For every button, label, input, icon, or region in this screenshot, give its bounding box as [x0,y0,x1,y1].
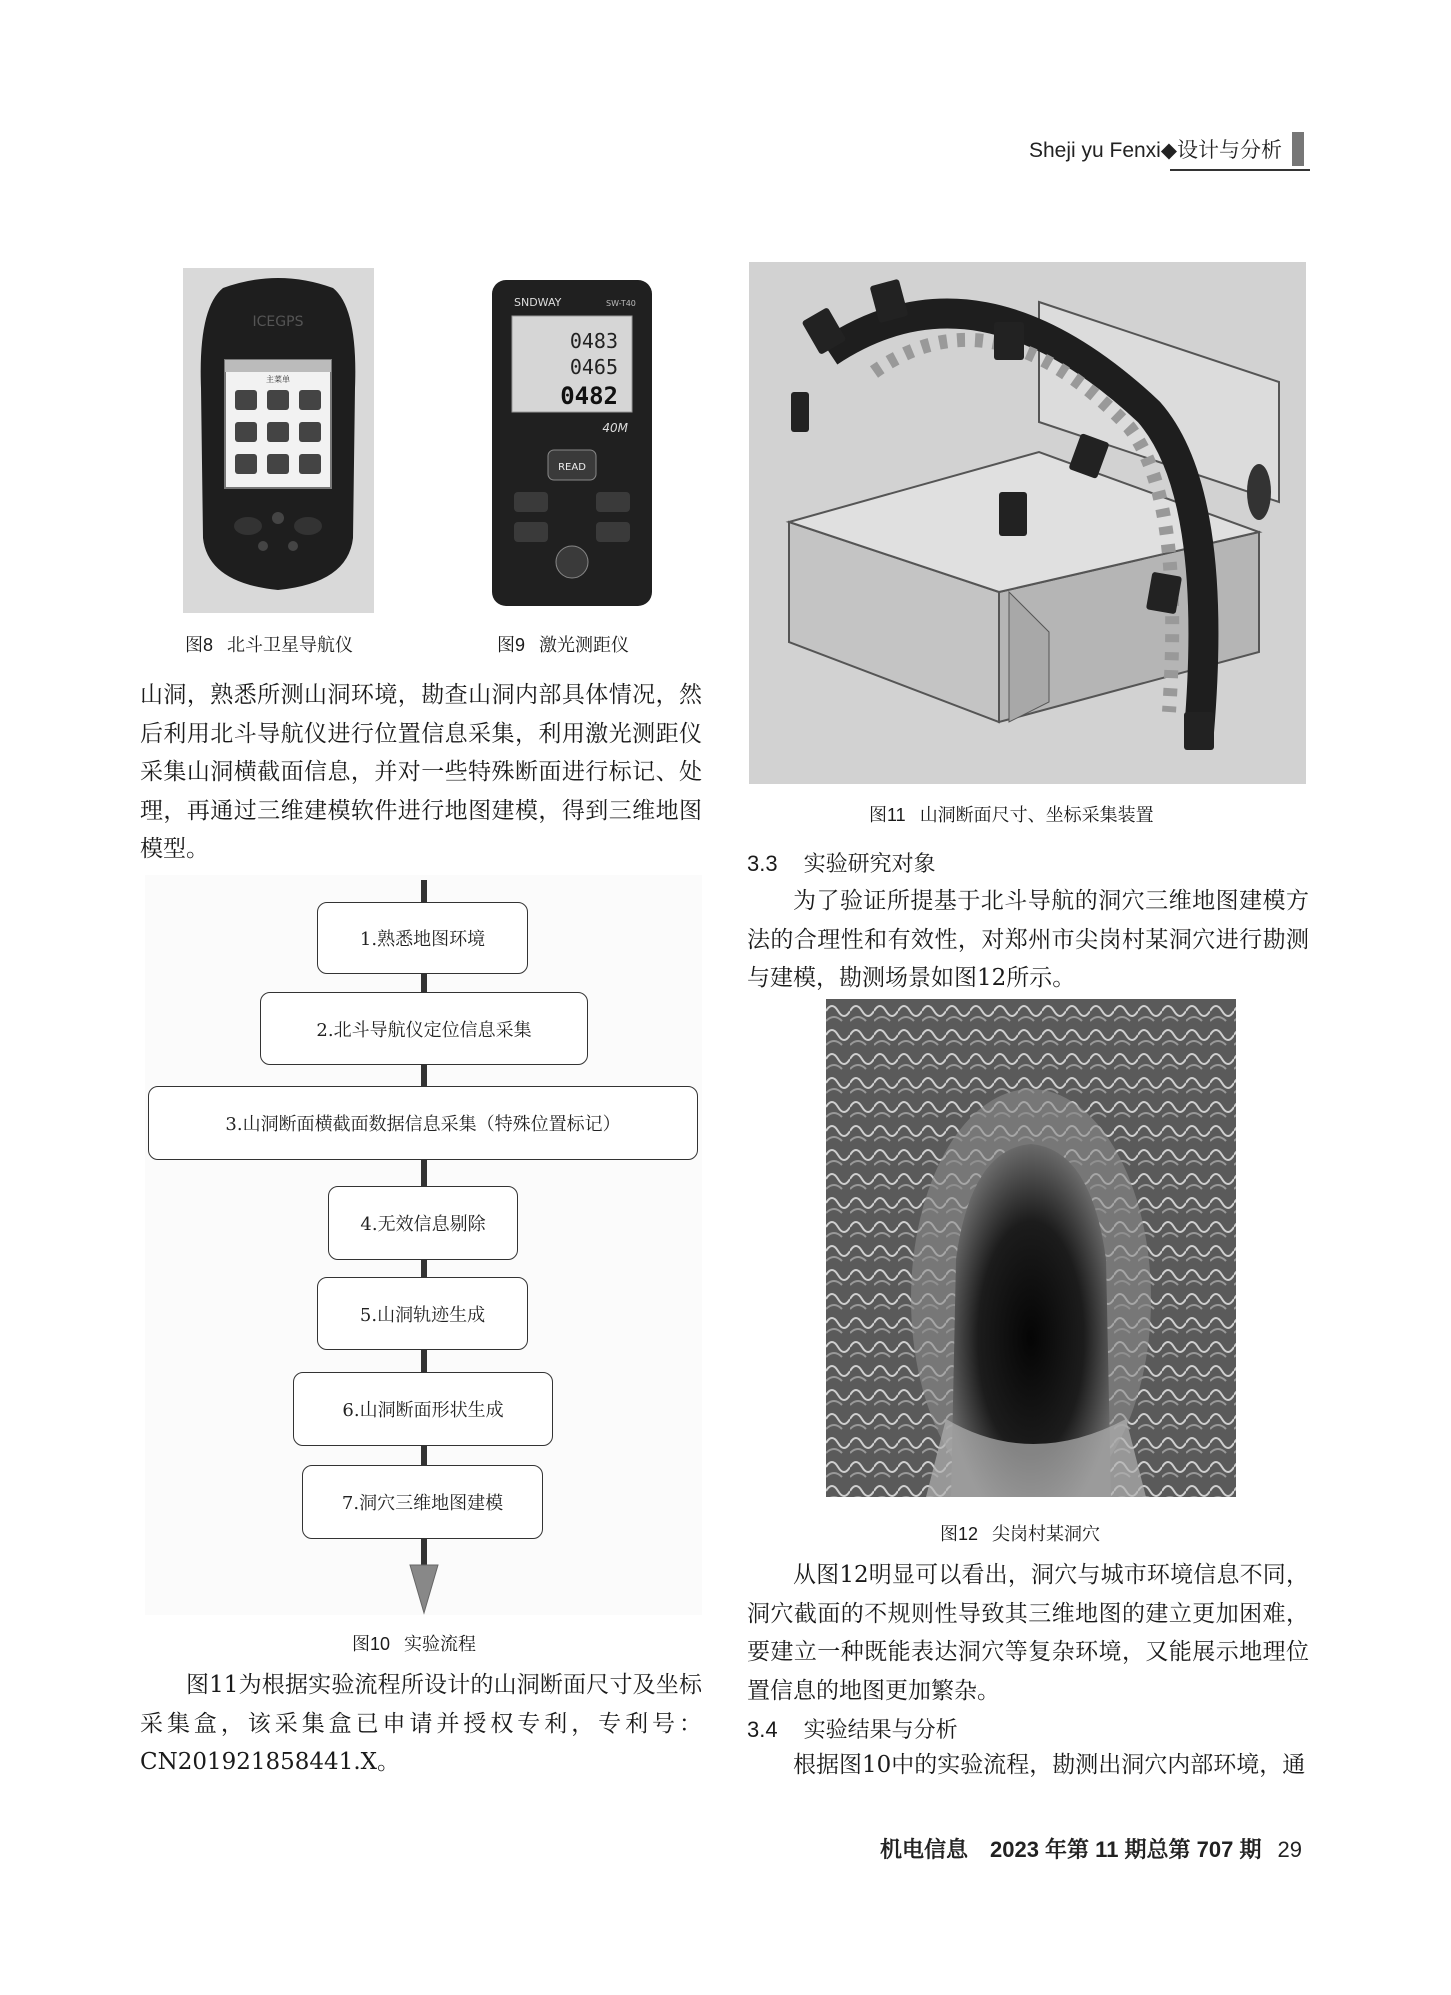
page-number: 29 [1277,1837,1302,1862]
fig12-image [826,999,1236,1497]
section-3-3-title: 实验研究对象 [803,851,936,876]
header-bar [1292,132,1304,166]
flow-step-1: 1.熟悉地图环境 [317,902,528,974]
section-3-3-heading [747,847,936,878]
fig9-image [478,270,666,613]
section-3-4-number: 3.4 [747,1717,778,1742]
fig8-caption [185,631,353,657]
right-para-3: 为了验证所提基于北斗导航的洞穴三维地图建模方法的合理性和有效性，对郑州市尖岗村某洞穴进行勘测与建模，勘测场景如图12所示。 [747,888,1309,991]
fig9-number: 图9 [497,635,526,655]
flow-step-5: 5.山洞轨迹生成 [317,1277,528,1350]
gps-menu-label: 主菜单 [266,375,290,384]
fig9-title: 激光测距仪 [539,635,630,655]
cave-photo-drawing [826,999,1236,1497]
fig8-number: 图8 [185,635,214,655]
flow-step-2: 2.北斗导航仪定位信息采集 [260,992,588,1065]
fig10-title: 实验流程 [404,1634,477,1654]
fig12-caption [940,1520,1100,1546]
flow-step-6: 6.山洞断面形状生成 [293,1372,553,1446]
page-footer [880,1833,1302,1864]
meter-reading-3: 0482 [560,382,618,410]
flow-step-4: 4.无效信息剔除 [328,1186,518,1260]
fig8-title: 北斗卫星导航仪 [227,635,354,655]
section-3-4-title: 实验结果与分析 [803,1717,958,1742]
fig12-title: 尖岗村某洞穴 [992,1524,1101,1544]
section-3-4-heading [747,1713,958,1744]
fig11-number: 图11 [869,805,906,825]
gps-brand-label: ICEGPS [252,314,304,330]
fig10-number: 图10 [352,1634,391,1654]
gps-device-drawing [183,268,374,613]
flowchart-arrow-head [410,1565,438,1613]
meter-reading-1: 0483 [569,329,618,353]
fig10-caption [352,1630,476,1656]
fig12-number: 图12 [940,1524,979,1544]
fig11-caption [869,801,1154,827]
left-para-2: 图11为根据实验流程所设计的山洞断面尺寸及坐标采集盒，该采集盒已申请并授权专利，专利号：CN201921858441.X。 [140,1672,702,1775]
right-para-4: 从图12明显可以看出，洞穴与城市环境信息不同，洞穴截面的不规则性导致其三维地图的建立更加困难，要建立一种既能表达洞穴等复杂环境，又能展示地理位置信息的地图更加繁杂。 [747,1562,1309,1704]
left-para-1: 山洞，熟悉所测山洞环境，勘查山洞内部具体情况，然后利用北斗导航仪进行位置信息采集，利用激光测距仪采集山洞横截面信息，并对一些特殊断面进行标记、处理，再通过三维建模软件进行地图建模，得到三维地图模型。 [140,682,702,862]
fig10-flowchart [145,875,702,1615]
fig11-image [749,262,1306,784]
header-rule [1170,169,1310,171]
fig8-image [183,268,374,613]
journal-info: 机电信息 2023 年第 11 期总第 707 期 [880,1837,1262,1862]
running-title: Sheji yu Fenxi◆设计与分析 [1028,139,1282,162]
meter-range-label: 40M [602,421,628,435]
meter-brand-label: SNDWAY [514,296,562,309]
running-header [1010,132,1310,172]
laser-meter-drawing [478,270,666,613]
flow-step-3: 3.山洞断面横截面数据信息采集（特殊位置标记） [148,1086,698,1160]
fig9-caption [497,631,629,657]
meter-reading-2: 0465 [569,355,618,379]
meter-read-button: READ [558,462,586,473]
fig11-title: 山洞断面尺寸、坐标采集装置 [919,805,1154,825]
cave-section-device-drawing [749,262,1306,784]
flow-step-7: 7.洞穴三维地图建模 [302,1465,543,1539]
section-3-3-number: 3.3 [747,851,778,876]
meter-model-label: SW-T40 [606,299,636,308]
right-para-5: 根据图10中的实验流程，勘测出洞穴内部环境，通 [793,1752,1306,1778]
